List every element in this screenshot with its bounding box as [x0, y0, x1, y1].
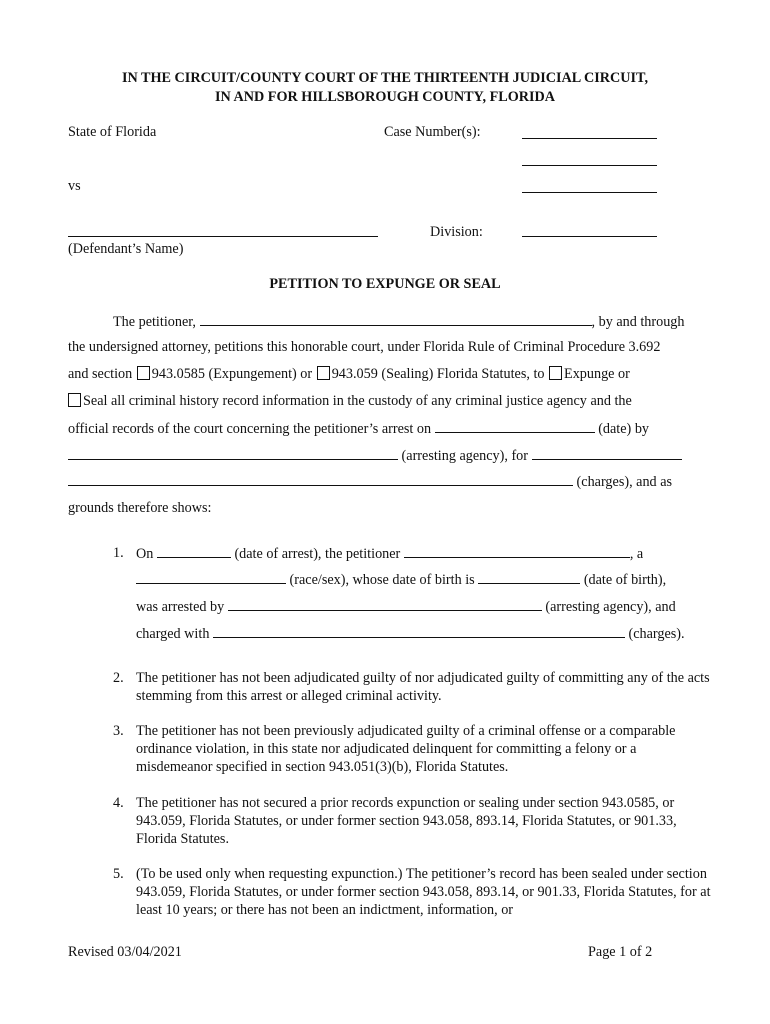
item-1-line-1 [136, 545, 643, 563]
item-3-number: 3. [113, 723, 124, 739]
date-of-birth-text: (date of birth), [583, 572, 667, 588]
item1-arresting-agency-field[interactable] [228, 598, 542, 611]
body-line-8: grounds therefore shows: [68, 500, 212, 516]
division-label: Division: [430, 224, 483, 240]
date-by-text: (date) by [598, 421, 650, 437]
charges-text: (charges). [628, 626, 685, 642]
item-2-text: The petitioner has not been adjudicated guilty of nor adjudicated guilty of committing any of the acts stemming from this arrest or alleged criminal activity. [136, 670, 710, 704]
charges-and-as-text: (charges), and as [576, 474, 673, 490]
defendant-name-label: (Defendant’s Name) [68, 241, 184, 257]
sealing-statute-checkbox[interactable] [317, 366, 330, 380]
by-and-through-text: , by and through [591, 314, 685, 330]
item1-arrest-date-field[interactable] [157, 545, 231, 558]
expungement-statute-checkbox[interactable] [137, 366, 150, 380]
case-number-field-2[interactable] [522, 165, 657, 166]
offense-field[interactable] [532, 447, 682, 460]
item-1-line-4 [136, 625, 685, 643]
petitioner-label: The petitioner, [113, 314, 196, 330]
court-header-line1: IN THE CIRCUIT/COUNTY COURT OF THE THIRTEENTH JUDICIAL CIRCUIT, [121, 70, 648, 86]
body-line-1 [113, 313, 685, 331]
body-line-3 [68, 366, 630, 383]
race-sex-text: (race/sex), whose date of birth is [289, 572, 475, 588]
body-line-4 [68, 393, 632, 410]
document-title: PETITION TO EXPUNGE OR SEAL [269, 276, 501, 292]
revised-date: Revised 03/04/2021 [68, 944, 182, 960]
arrest-on-text: official records of the court concerning the petitioner’s arrest on [68, 421, 432, 437]
division-field[interactable] [522, 236, 657, 237]
petitioner-name-field[interactable] [200, 313, 592, 326]
arresting-agency-field[interactable] [68, 447, 398, 460]
defendant-name-field[interactable] [68, 236, 378, 237]
item-1-number: 1. [113, 545, 124, 561]
charged-with-text: charged with [136, 626, 210, 642]
date-of-arrest-text: (date of arrest), the petitioner [234, 546, 401, 562]
expunge-checkbox[interactable] [549, 366, 562, 380]
item1-charges-field[interactable] [213, 625, 625, 638]
arresting-agency-for-text: (arresting agency), for [401, 448, 528, 464]
section-label: and section [68, 366, 133, 382]
body-line-7 [68, 473, 672, 491]
arresting-agency-and-text: (arresting agency), and [545, 599, 676, 615]
item-2-number: 2. [113, 670, 124, 686]
expunge-text: Expunge or [564, 366, 630, 382]
seal-checkbox[interactable] [68, 393, 81, 407]
charges-field[interactable] [68, 473, 573, 486]
versus-label: vs [68, 178, 81, 194]
arrest-date-field[interactable] [435, 420, 595, 433]
case-number-label: Case Number(s): [384, 124, 481, 140]
item-3-text: The petitioner has not been previously adjudicated guilty of a criminal offense or a comparable ordinance violation, in this state nor adjudicated delinquent for committing a felony or a misdemeanor specified in section 943.051(3)(b), Florida Statutes. [136, 723, 676, 775]
sealing-statute-text: 943.059 (Sealing) Florida Statutes, to [331, 366, 545, 382]
case-number-field-1[interactable] [522, 138, 657, 139]
a-text: , a [629, 546, 644, 562]
page-number: Page 1 of 2 [588, 944, 653, 960]
item-4-text: The petitioner has not secured a prior records expunction or sealing under section 943.0585, or 943.059, Florida Statutes, or under former section 943.058, 893.14, Florida Statutes, or 901.33, Florida Statutes. [136, 795, 677, 847]
body-line-2: the undersigned attorney, petitions this honorable court, under Florida Rule of Criminal Procedure 3.692 [68, 339, 661, 355]
date-of-birth-field[interactable] [478, 571, 580, 584]
body-line-6 [68, 447, 682, 465]
expungement-statute-text: 943.0585 (Expungement) or [151, 366, 313, 382]
race-sex-field[interactable] [136, 571, 286, 584]
case-number-field-3[interactable] [522, 192, 657, 193]
item-5-number: 5. [113, 866, 124, 882]
seal-text: Seal all criminal history record information in the custody of any criminal justice agency and the [83, 393, 632, 409]
item-5-text: (To be used only when requesting expunction.) The petitioner’s record has been sealed under section 943.059, Florida Statutes, or under former section 943.058, 893.14, or 901.33, Florida Statutes, for at least 10 years; or there has not been an indictment, information, or [136, 866, 711, 918]
court-header-line2: IN AND FOR HILLSBOROUGH COUNTY, FLORIDA [214, 89, 556, 105]
item-4-number: 4. [113, 795, 124, 811]
item-1-line-2 [136, 571, 666, 589]
item-1-line-3 [136, 598, 676, 616]
on-text: On [136, 546, 154, 562]
body-line-5 [68, 420, 649, 438]
item1-petitioner-field[interactable] [404, 545, 630, 558]
was-arrested-by-text: was arrested by [136, 599, 225, 615]
plaintiff-name: State of Florida [68, 124, 157, 140]
